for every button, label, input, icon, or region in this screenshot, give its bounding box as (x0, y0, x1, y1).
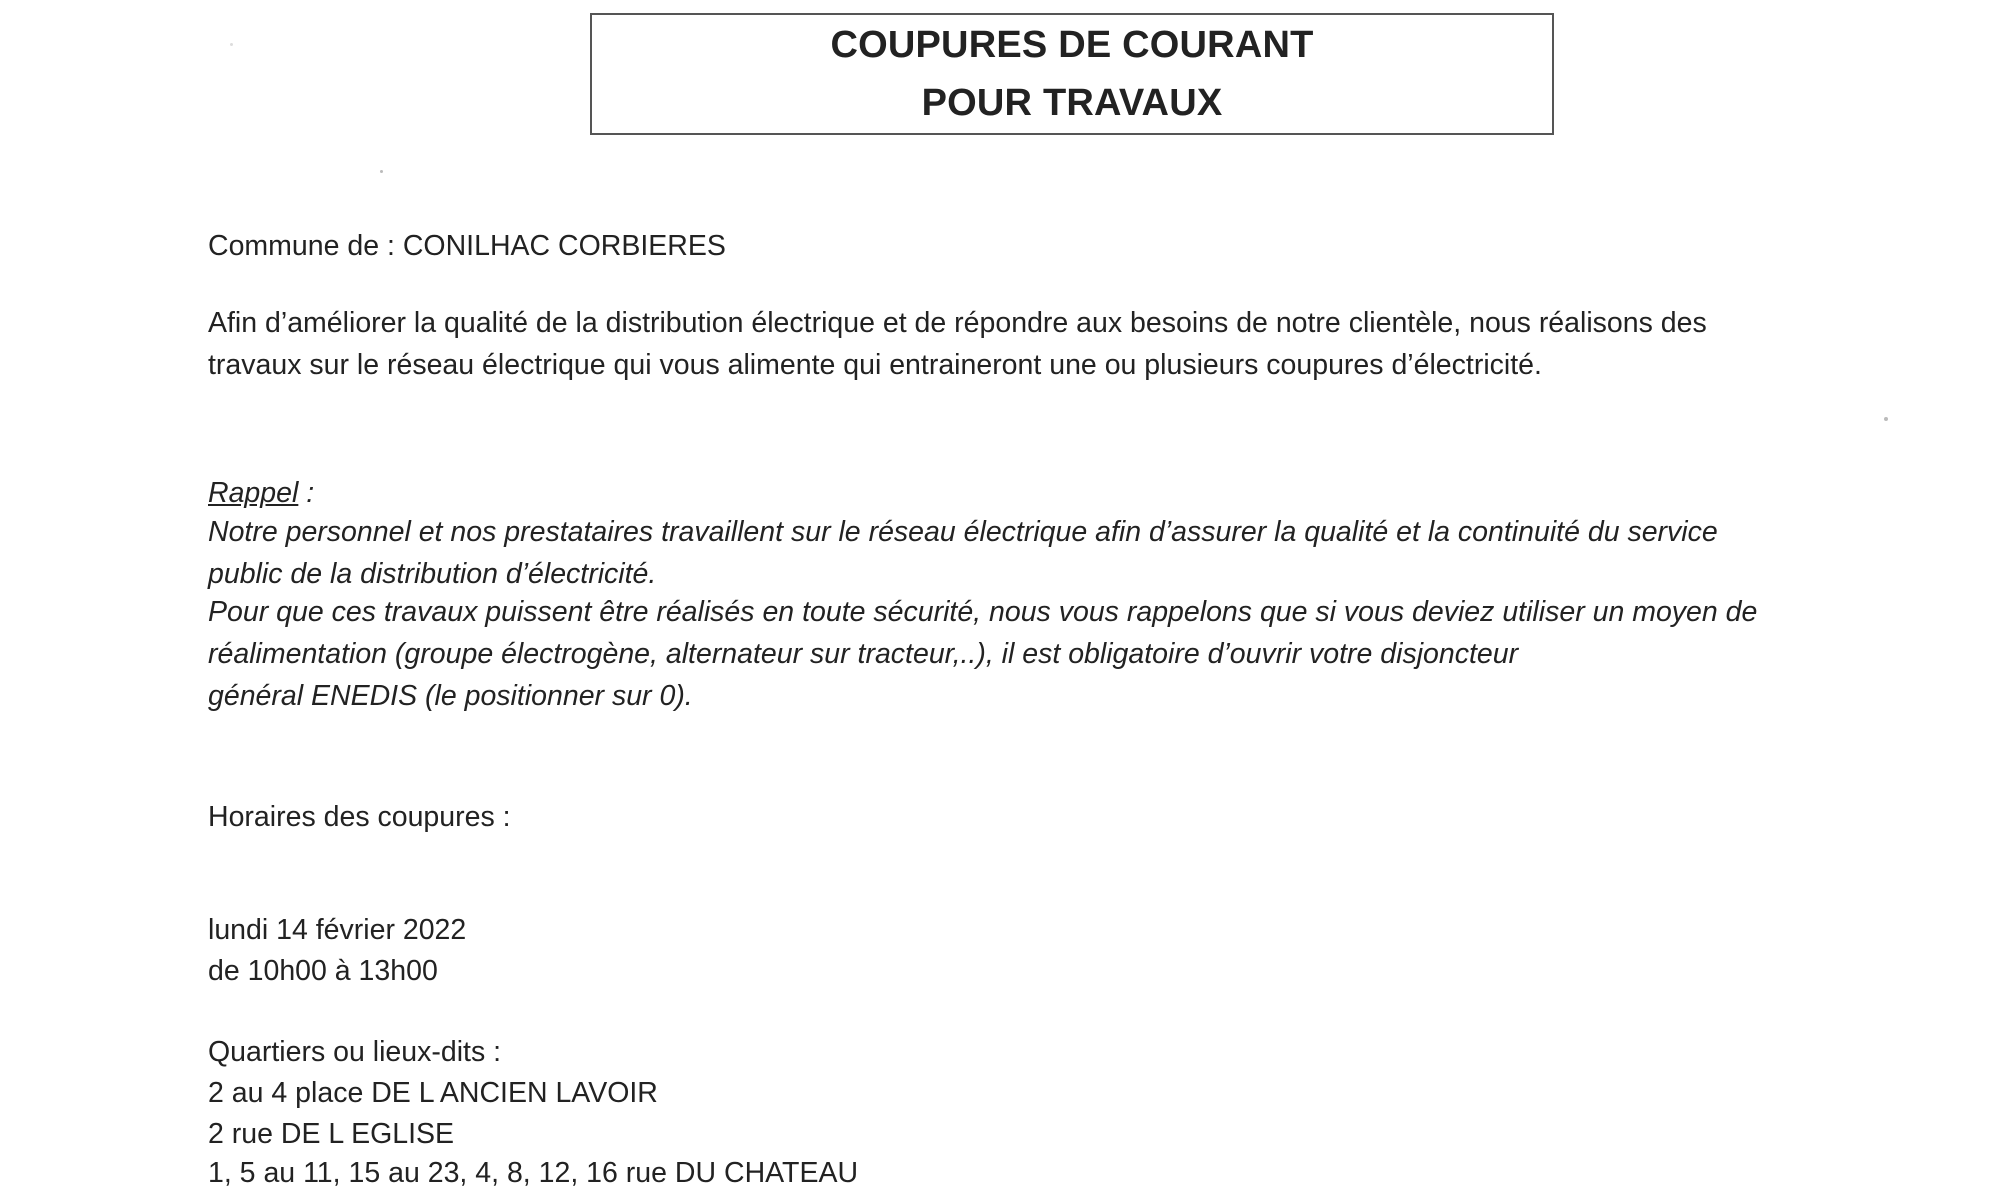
rappel-label: Rappel (208, 477, 299, 509)
schedule-time: de 10h00 à 13h00 (208, 955, 438, 987)
schedule-date: lundi 14 février 2022 (208, 914, 467, 946)
rappel-line-1: Notre personnel et nos prestataires travaillent sur le réseau électrique afin d’assurer la qualité et la continuité du service (208, 516, 1718, 548)
title-line-2: POUR TRAVAUX (921, 82, 1223, 124)
quartiers-label: Quartiers ou lieux-dits : (208, 1036, 502, 1068)
scan-speck (1884, 417, 1888, 421)
horaires-label: Horaires des coupures : (208, 801, 511, 833)
quartier-item: 1, 5 au 11, 15 au 23, 4, 8, 12, 16 rue DU CHATEAU (208, 1157, 859, 1189)
scan-speck (380, 170, 383, 173)
title-line-1: COUPURES DE COURANT (830, 24, 1314, 66)
intro-line-1: Afin d’améliorer la qualité de la distribution électrique et de répondre aux besoins de notre clientèle, nous réalisons des (208, 307, 1707, 339)
intro-line-2: travaux sur le réseau électrique qui vous alimente qui entraineront une ou plusieurs coupures d’électricité. (208, 349, 1542, 381)
quartier-item: 2 rue DE L EGLISE (208, 1118, 455, 1150)
commune-text: Commune de : CONILHAC CORBIERES (208, 230, 726, 262)
scan-speck (230, 43, 233, 46)
rappel-colon: : (298, 477, 315, 509)
title-box (590, 13, 1554, 135)
quartier-item: 2 au 4 place DE L ANCIEN LAVOIR (208, 1077, 658, 1109)
rappel-line-3: Pour que ces travaux puissent être réalisés en toute sécurité, nous vous rappelons que si vous deviez utiliser un moyen de (208, 596, 1758, 628)
rappel-line-4: réalimentation (groupe électrogène, alternateur sur tracteur,..), il est obligatoire d’ouvrir votre disjoncteur (208, 638, 1519, 670)
rappel-heading (208, 472, 314, 514)
rappel-line-5: général ENEDIS (le positionner sur 0). (208, 680, 693, 712)
rappel-line-2: public de la distribution d’électricité. (208, 558, 657, 590)
